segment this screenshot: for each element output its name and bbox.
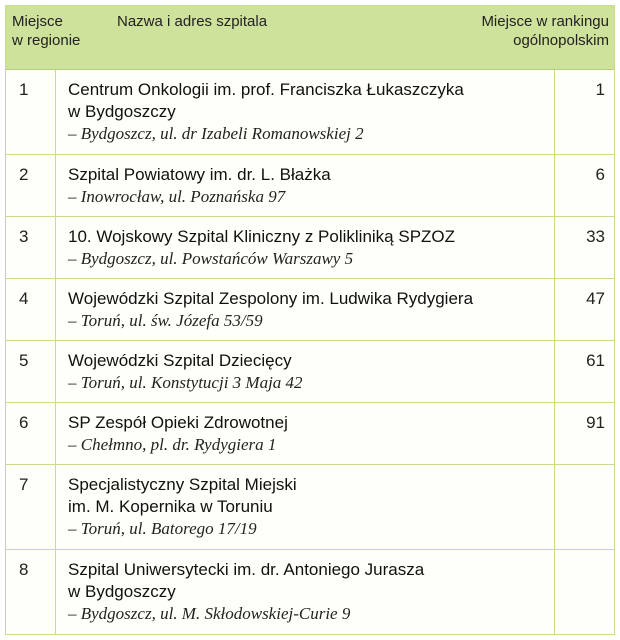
hospital-address: – Inowrocław, ul. Poznańska 97: [68, 187, 286, 206]
hospital-name: SP Zespół Opieki Zdrowotnej: [68, 413, 288, 432]
region-place: 5: [19, 351, 29, 370]
region-place: 3: [19, 227, 29, 246]
header-national-rank: Miejsce w rankingu ogólnopolskim: [481, 13, 609, 49]
region-place: 1: [19, 80, 29, 99]
table-row: [5, 341, 615, 403]
region-place: 2: [19, 165, 29, 184]
table-row: [5, 465, 615, 550]
header-hospital-name: Nazwa i adres szpitala: [117, 13, 268, 30]
hospital-name: Wojewódzki Szpital Zespolony im. Ludwika Rydygiera: [68, 289, 474, 308]
hospital-name: Centrum Onkologii im. prof. Franciszka Łukaszczyka w Bydgoszczy: [68, 80, 464, 121]
hospital-cell: [55, 279, 555, 340]
region-place: 8: [19, 560, 29, 579]
region-place: 7: [19, 475, 29, 494]
hospital-address: – Bydgoszcz, ul. dr Izabeli Romanowskiej 2: [68, 124, 364, 143]
table-row: [5, 155, 615, 217]
hospital-name: Wojewódzki Szpital Dziecięcy: [68, 351, 292, 370]
national-rank: 6: [595, 165, 605, 184]
hospital-address: – Toruń, ul. św. Józefa 53/59: [68, 311, 263, 330]
ranking-table: [5, 5, 615, 634]
table-row: [5, 279, 615, 341]
hospital-address: – Chełmno, pl. dr. Rydygiera 1: [68, 435, 277, 454]
hospital-name: Szpital Powiatowy im. dr. L. Błażka: [68, 165, 331, 184]
national-rank: 91: [586, 413, 605, 432]
table-row: [5, 70, 615, 155]
table-row: [5, 403, 615, 465]
hospital-cell: [55, 217, 555, 278]
hospital-name: 10. Wojskowy Szpital Kliniczny z Polikliniką SPZOZ: [68, 227, 456, 246]
hospital-name: Specjalistyczny Szpital Miejski im. M. Kopernika w Toruniu: [68, 475, 297, 516]
hospital-cell: [55, 550, 555, 634]
region-place: 6: [19, 413, 29, 432]
hospital-address: – Bydgoszcz, ul. Powstańców Warszawy 5: [68, 249, 354, 268]
hospital-address: – Toruń, ul. Batorego 17/19: [68, 519, 257, 538]
hospital-cell: [55, 403, 555, 464]
table-row: [5, 217, 615, 279]
hospital-cell: [55, 155, 555, 216]
hospital-cell: [55, 465, 555, 549]
hospital-cell: [55, 70, 555, 154]
table-row: [5, 550, 615, 634]
national-rank: 33: [586, 227, 605, 246]
national-rank: 1: [595, 80, 605, 99]
national-rank: 47: [586, 289, 605, 308]
hospital-address: – Toruń, ul. Konstytucji 3 Maja 42: [68, 373, 303, 392]
hospital-address: – Bydgoszcz, ul. M. Skłodowskiej-Curie 9: [68, 604, 351, 623]
table-header: [5, 5, 615, 70]
hospital-cell: [55, 341, 555, 402]
header-region-place: Miejsce w regionie: [12, 13, 81, 49]
national-rank: 61: [586, 351, 605, 370]
region-place: 4: [19, 289, 29, 308]
hospital-name: Szpital Uniwersytecki im. dr. Antoniego Jurasza w Bydgoszczy: [68, 560, 425, 601]
